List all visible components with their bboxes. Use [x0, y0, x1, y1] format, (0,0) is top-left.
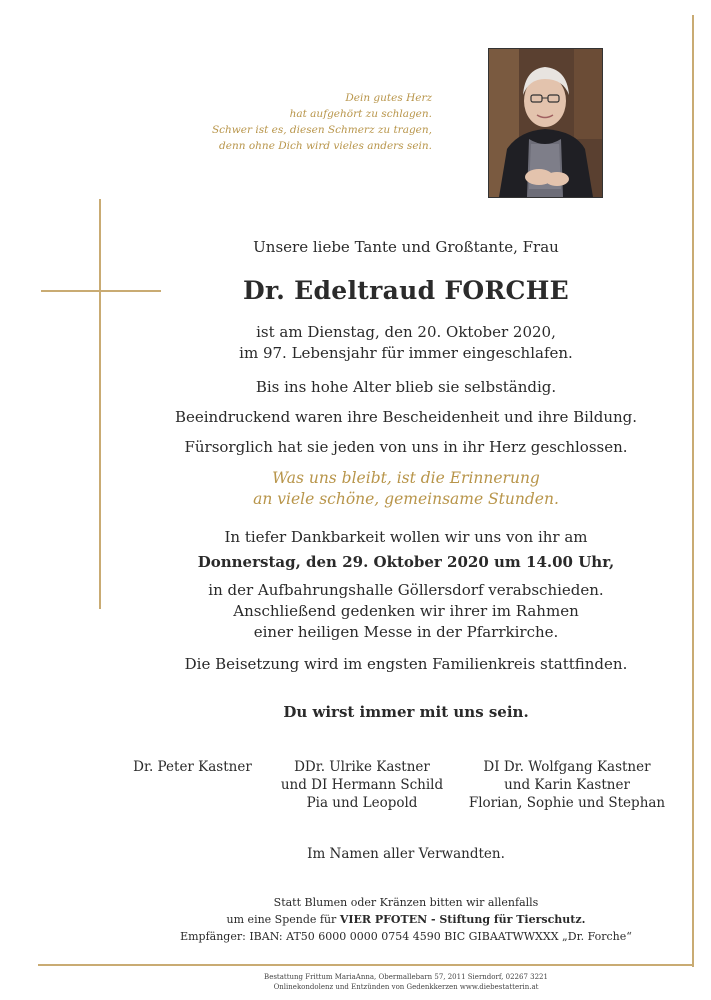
donation-request — [150, 894, 662, 945]
portrait-photo-drawing — [489, 49, 602, 197]
relatives-line: Im Namen aller Verwandten. — [307, 846, 505, 862]
funeral-home-footer — [150, 972, 662, 992]
signature-line: Pia und Leopold — [306, 795, 418, 811]
poem-line: Dein gutes Herz — [345, 92, 432, 104]
donation-line-2 — [150, 911, 662, 928]
farewell-details — [150, 580, 662, 643]
farewell-line: einer heiligen Messe in der Pfarrkirche. — [253, 623, 559, 641]
poem — [200, 90, 432, 154]
farewell-date: Donnerstag, den 29. Oktober 2020 um 14.00 Uhr, — [197, 553, 615, 571]
signature-group-2 — [262, 758, 462, 812]
poem-line: Schwer ist es, diesen Schmerz zu tragen, — [211, 124, 432, 136]
farewell-intro: In tiefer Dankbarkeit wollen wir uns von ihr am — [224, 528, 588, 546]
signature-line: und Karin Kastner — [504, 777, 630, 793]
signature-line: DI Dr. Wolfgang Kastner — [483, 759, 651, 775]
death-announcement — [150, 322, 662, 364]
poem-line: hat aufgehört zu schlagen. — [289, 108, 432, 120]
farewell-line: in der Aufbahrungshalle Göllersdorf verabschieden. — [208, 581, 604, 599]
death-line: ist am Dienstag, den 20. Oktober 2020, — [256, 323, 556, 341]
signature-line: Florian, Sophie und Stephan — [468, 795, 666, 811]
donation-bank-details: Empfänger: IBAN: AT50 6000 0000 0754 4590 BIC GIBAATWWXXX „Dr. Forche“ — [180, 930, 632, 943]
signature-line: DDr. Ulrike Kastner — [294, 759, 430, 775]
signature-line: und DI Hermann Schild — [280, 777, 444, 793]
burial-note: Die Beisetzung wird im engsten Familienkreis stattfinden. — [184, 655, 628, 673]
character-line: Beeindruckend waren ihre Bescheidenheit und ihre Bildung. — [174, 408, 638, 426]
closing-line: Du wirst immer mit uns sein. — [283, 703, 529, 721]
character-line: Bis ins hohe Alter blieb sie selbständig. — [255, 378, 557, 396]
quote-line: an viele schöne, gemeinsame Stunden. — [253, 490, 559, 508]
donation-text: um eine Spende für — [226, 913, 340, 926]
donation-recipient: VIER PFOTEN - Stiftung für Tierschutz. — [339, 913, 586, 926]
signature-group-1 — [130, 758, 255, 776]
cross-horizontal-bar — [41, 290, 161, 292]
signature-line: Dr. Peter Kastner — [133, 759, 252, 775]
deceased-name: Dr. Edeltraud FORCHE — [242, 276, 570, 305]
footer-address: Bestattung Frittum MariaAnna, Obermallebarn 57, 2011 Sierndorf, 02267 3221 — [264, 973, 548, 981]
memorial-quote — [150, 468, 662, 510]
bottom-border-line — [38, 964, 694, 966]
death-line: im 97. Lebensjahr für immer eingeschlafen. — [239, 344, 573, 362]
poem-line: denn ohne Dich wird vieles anders sein. — [219, 140, 432, 152]
farewell-line: Anschließend gedenken wir ihrer im Rahmen — [233, 602, 579, 620]
intro-line: Unsere liebe Tante und Großtante, Frau — [253, 238, 559, 256]
character-line: Fürsorglich hat sie jeden von uns in ihr Herz geschlossen. — [184, 438, 628, 456]
right-border-line — [692, 15, 694, 967]
donation-line-1: Statt Blumen oder Kränzen bitten wir allenfalls — [273, 896, 539, 909]
quote-line: Was uns bleibt, ist die Erinnerung — [272, 469, 540, 487]
character-description — [150, 372, 662, 462]
signature-group-3 — [462, 758, 672, 812]
footer-website: Onlinekondolenz und Entzünden von Gedenkkerzen www.diebestatterin.at — [273, 983, 539, 991]
cross-vertical-bar — [99, 199, 101, 609]
portrait-photo — [488, 48, 603, 198]
